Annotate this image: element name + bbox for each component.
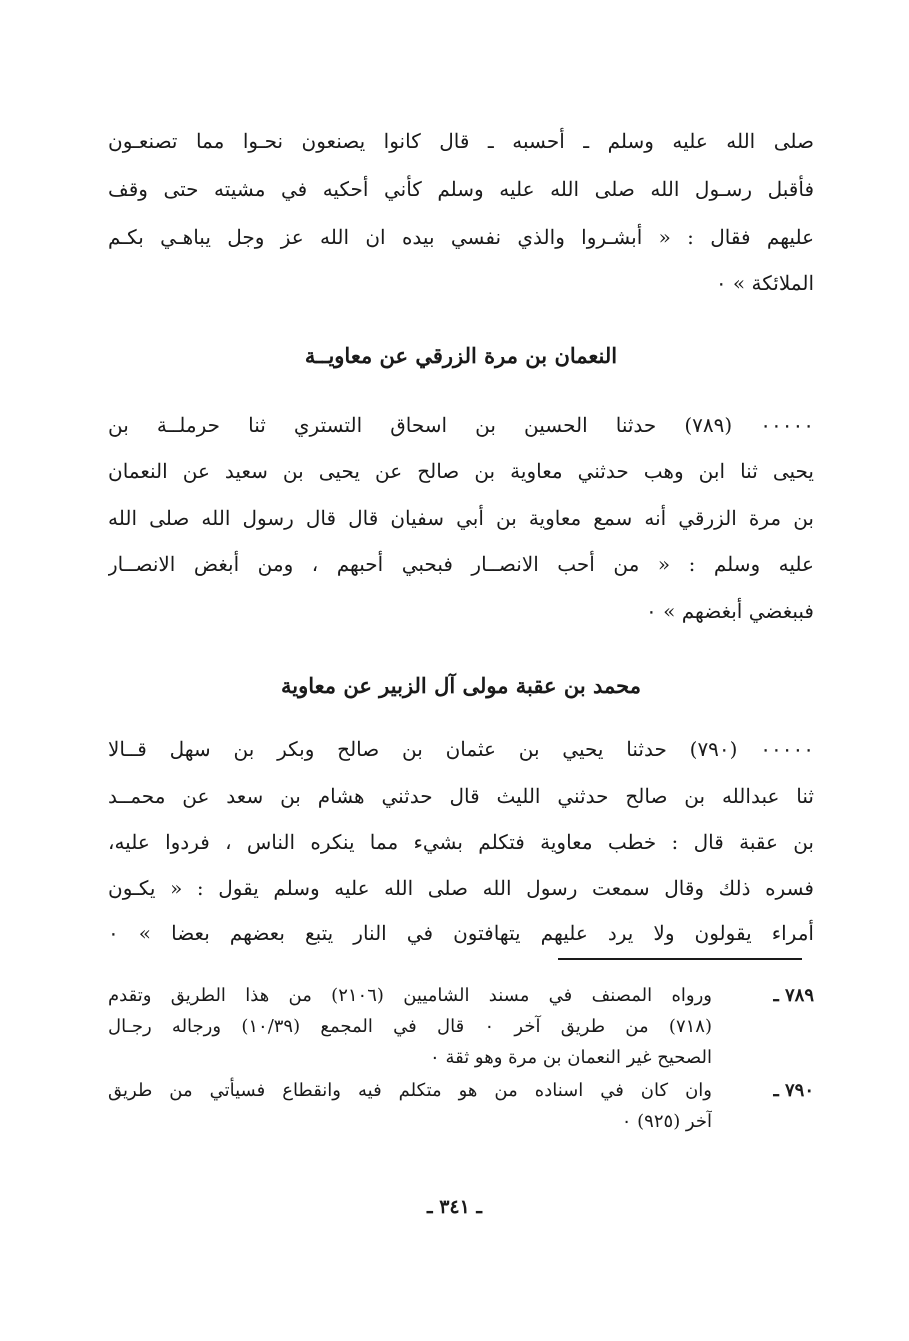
text-line: ٠٠٠٠٠ (٧٩٠) حدثنا يحيي بن عثمان بن صالح وبكر بن سهل قــالا <box>108 737 814 761</box>
text-line: عليهم فقال : « أبشـروا والذي نفسي بيده ان الله عز وجل يباهـي بكـم <box>108 225 814 249</box>
text-line: أمراء يقولون ولا يرد عليهم يتهافتون في النار يتبع بعضهم بعضا » ٠ <box>108 921 814 945</box>
footnote-separator <box>558 958 802 960</box>
text-line: فأقبل رسـول الله صلى الله عليه وسلم كأني أحكيه في مشيته حتى وقف <box>108 177 814 201</box>
footnote-number: ٧٩٠ ـ <box>773 1080 814 1101</box>
text-line: بن مرة الزرقي أنه سمع معاوية بن أبي سفيان قال قال رسول الله صلى الله <box>108 506 814 530</box>
footnote-line: ورواه المصنف في مسند الشاميين (٢١٠٦) من هذا الطريق وتقدم <box>108 985 712 1006</box>
footnote-number: ٧٨٩ ـ <box>773 985 814 1006</box>
footnote-line: وان كان في اسناده من هو متكلم فيه وانقطاع فسيأتي من طريق <box>108 1080 712 1101</box>
text-line: فببغضي أبغضهم » ٠ <box>646 599 814 623</box>
text-line: ٠٠٠٠٠ (٧٨٩) حدثنا الحسين بن اسحاق التستري ثنا حرملــة بن <box>108 413 814 437</box>
footnote-line: آخر (٩٢٥) ٠ <box>621 1111 712 1132</box>
text-line: فسره ذلك وقال سمعت رسول الله صلى الله عليه وسلم يقول : « يكـون <box>108 876 814 900</box>
text-line: صلى الله عليه وسلم ـ أحسبه ـ قال كانوا يصنعون نحـوا مما تصنعـون <box>108 129 814 153</box>
footnote-line: (٧١٨) من طريق آخر ٠ قال في المجمع (١٠/٣٩) ورجاله رجـال <box>108 1016 712 1037</box>
text-line: ثنا عبدالله بن صالح حدثني الليث قال حدثني هشام بن سعد عن محمــد <box>108 784 814 808</box>
text-line: يحيى ثنا ابن وهب حدثني معاوية بن صالح عن يحيى بن سعيد عن النعمان <box>108 459 814 483</box>
page-number: ـ ٣٤١ ـ <box>427 1196 482 1218</box>
footnote-line: الصحيح غير النعمان بن مرة وهو ثقة ٠ <box>430 1047 712 1068</box>
section-heading: النعمان بن مرة الزرقي عن معاويــة <box>304 343 618 368</box>
text-line: الملائكة » ٠ <box>715 271 814 295</box>
text-line: بن عقبة قال : خطب معاوية فتكلم بشيء مما ينكره الناس ، فردوا عليه، <box>108 830 814 854</box>
section-heading: محمد بن عقبة مولى آل الزبير عن معاوية <box>281 673 641 698</box>
text-line: عليه وسلم : « من أحب الانصــار فبحبي أحبهم ، ومن أبغض الانصــار <box>108 552 814 576</box>
